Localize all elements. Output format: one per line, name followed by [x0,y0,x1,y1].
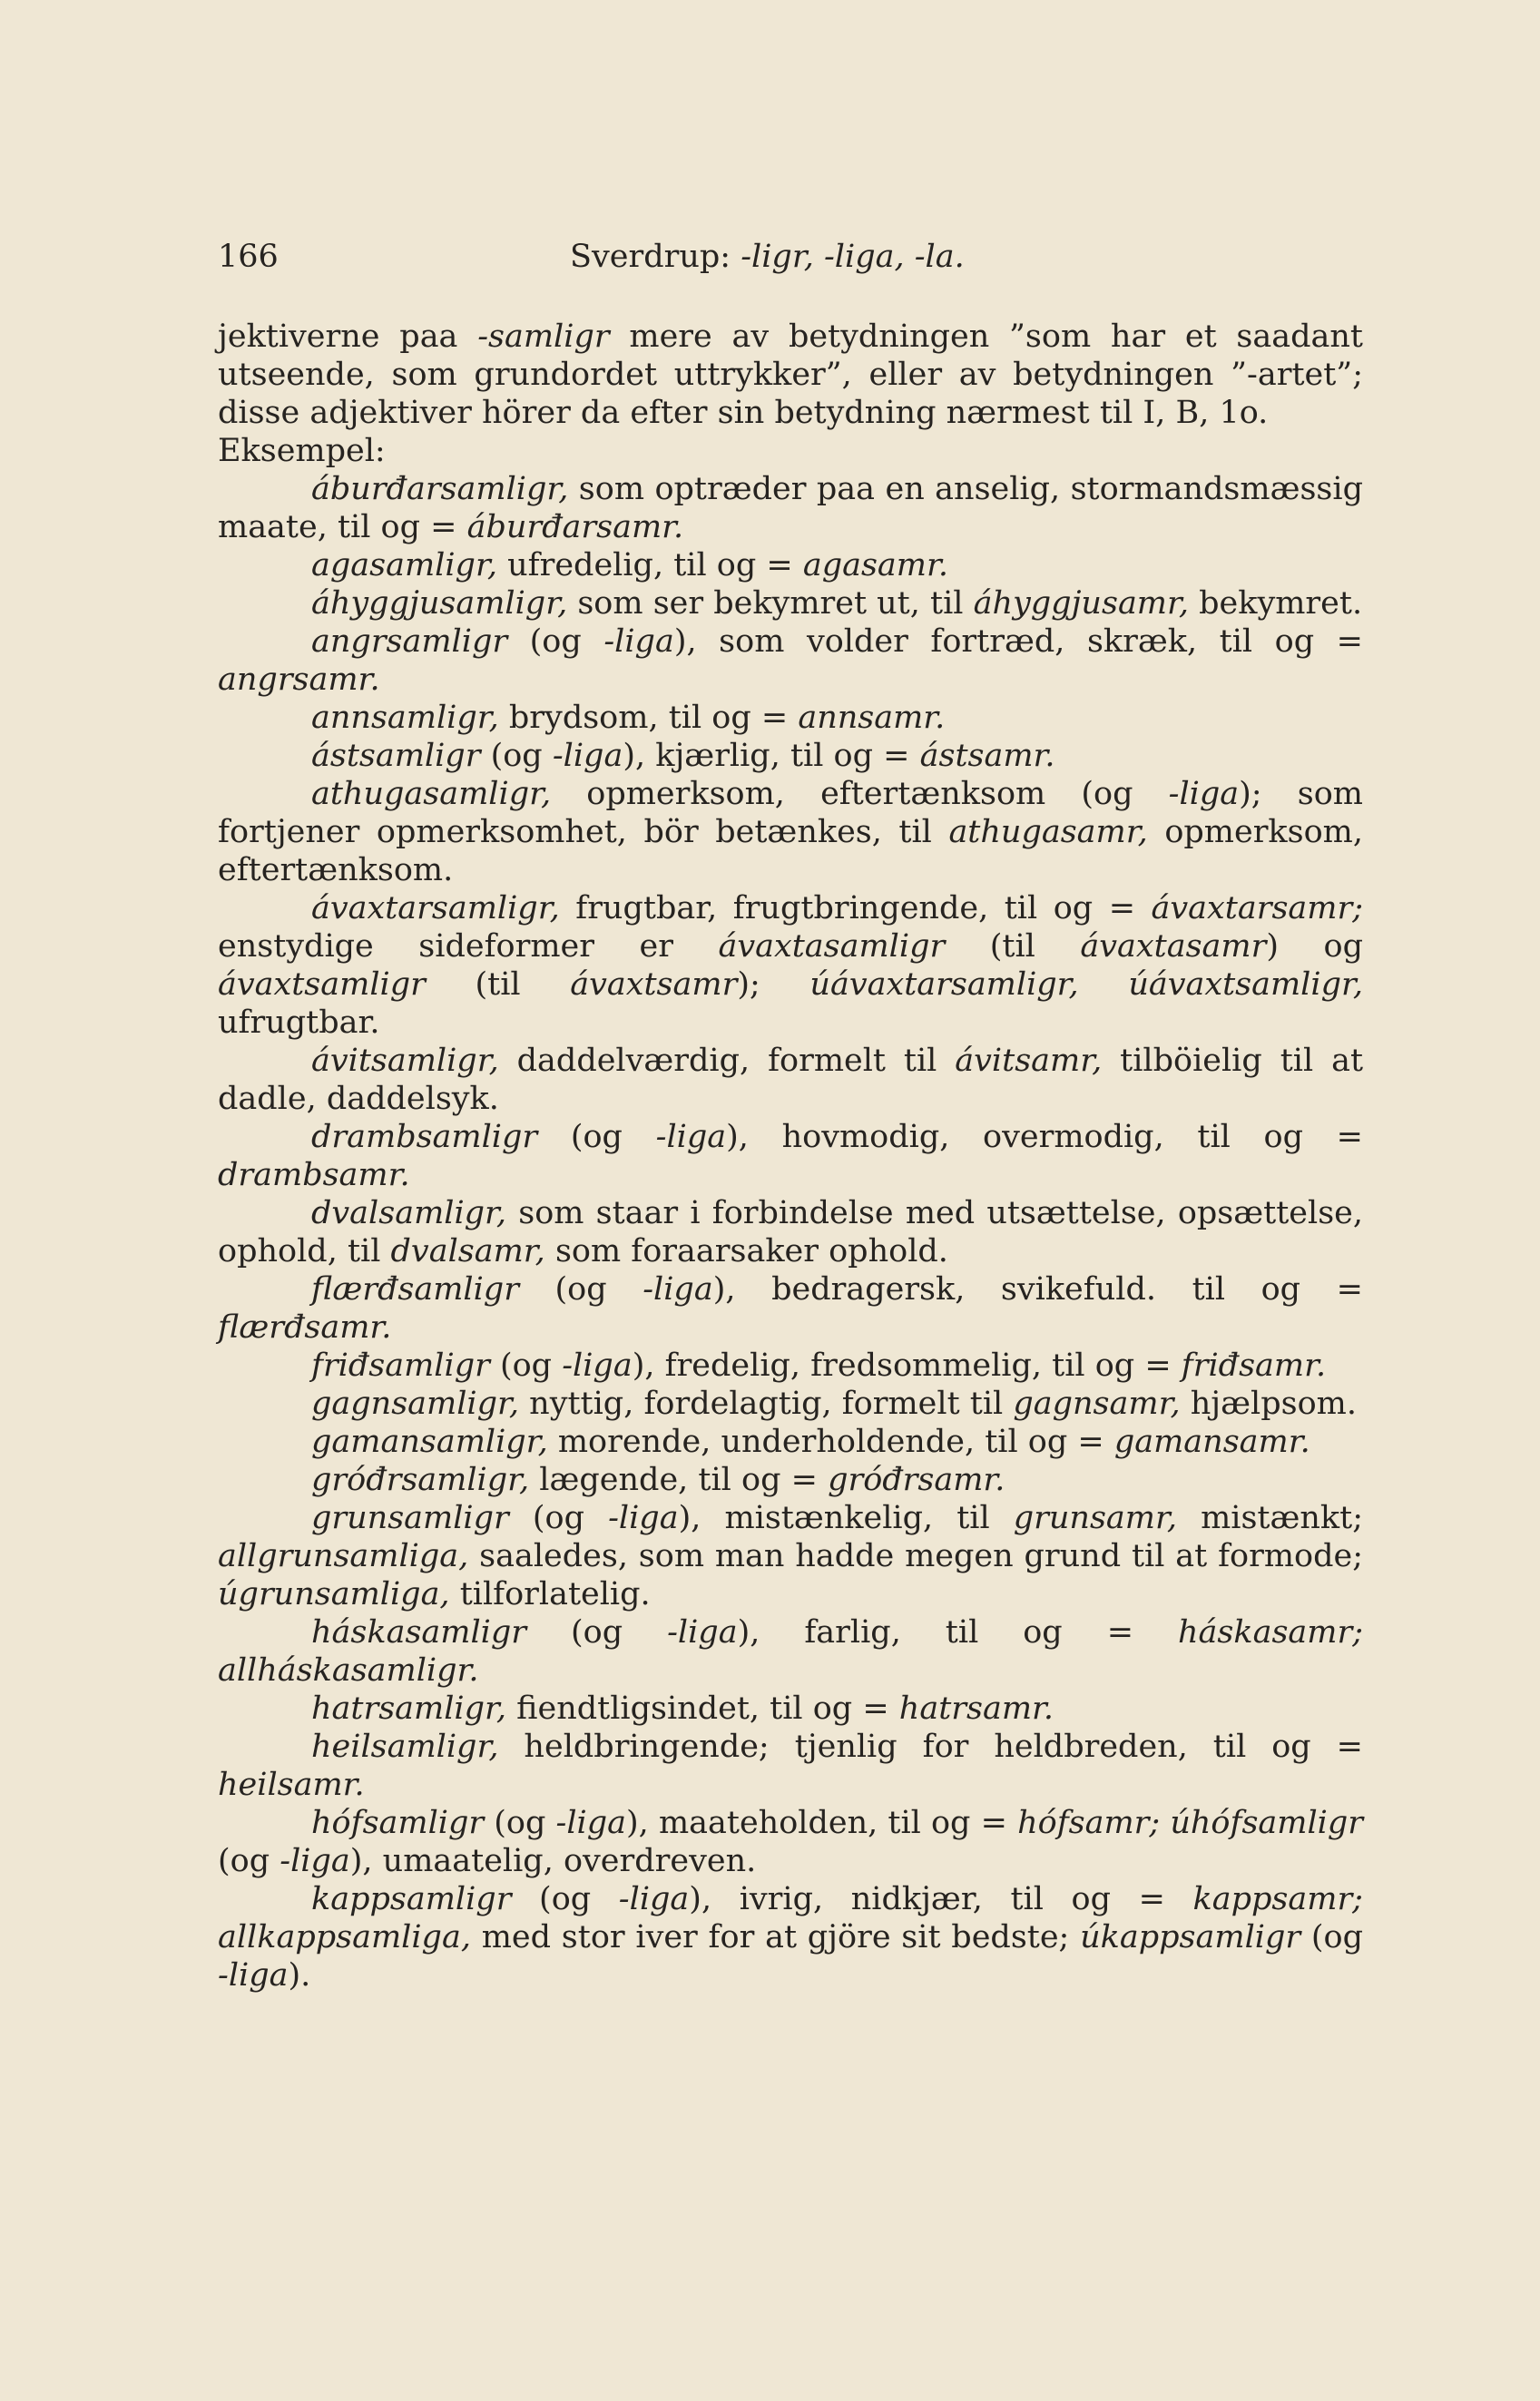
definition-text: som optræder paa en anselig, stormandsmæssig maate, til og = [218,471,1363,545]
definition-text: ) og [1266,928,1363,965]
dictionary-entry [218,1270,1363,1347]
headword-italic: ávaxtsamr [570,966,738,1003]
headword-italic: ástsamligr [311,738,481,774]
headword-italic: gagnsamr, [1013,1386,1181,1422]
definition-text: lægende, til og = [529,1462,829,1498]
definition-text: (og [518,1271,643,1308]
headword-italic: -liga [642,1271,713,1308]
headword-italic: allkappsamliga, [218,1919,471,1955]
definition-text: mistænkt; [1177,1500,1363,1536]
definition-text: ufrugtbar. [218,1004,380,1041]
definition-text: ), kjærlig, til og = [623,738,920,774]
dictionary-entry [218,737,1363,775]
dictionary-entry [218,1613,1363,1690]
definition-text: ), som volder fortræd, skræk, til og = [673,623,1363,660]
headword-italic: gróđrsamr. [828,1462,1005,1498]
headword-italic: allgrunsamliga, [218,1538,469,1574]
headword-italic: ávaxtarsamligr, [311,890,560,926]
headword-italic: grunsamligr [311,1500,509,1536]
headword-italic: -liga [218,1957,289,1994]
dictionary-entry [218,1499,1363,1613]
definition-text: med stor iver for at gjöre sit bedste; [470,1919,1081,1955]
definition-text: heldbringende; tjenlig for heldbreden, til og = [498,1729,1363,1765]
definition-text: (og [508,1500,609,1536]
dictionary-entry [218,1042,1363,1118]
dictionary-entry [218,584,1363,622]
headword-italic: -liga [603,623,674,660]
headword-italic: hófsamr; [1017,1805,1161,1841]
dictionary-entry [218,889,1363,1042]
page-number: 166 [218,239,279,275]
headword-italic: -liga [655,1119,727,1155]
definition-text: (og [507,623,604,660]
headword-italic: ávitsamligr, [311,1043,499,1079]
dictionary-entry [218,546,1363,584]
headword-italic: -liga [608,1500,679,1536]
dictionary-entry [218,470,1363,546]
headword-italic: -liga [618,1881,690,1917]
dictionary-entry [218,1690,1363,1728]
headword-italic: úkappsamligr [1080,1919,1301,1955]
headword-italic: úgrunsamliga, [218,1576,450,1612]
definition-text: ), umaatelig, overdreven. [349,1843,757,1879]
definition-text: hjælpsom. [1180,1386,1357,1422]
definition-text [1160,1805,1170,1841]
definition-text: saaledes, som man hadde megen grund til at formode; [468,1538,1363,1574]
headword-italic: friđsamr. [1181,1348,1327,1384]
definition-text: brydsom, til og = [498,700,799,736]
headword-italic: -liga [555,1805,627,1841]
definition-text: mere av betydningen ”som har et saadant utseende, som grundordet uttrykker”, eller av betydningen ”-artet”; disse adjektiver hörer da efter sin betydning nærmest til I, B, 1o. [218,318,1363,431]
definition-text: ), hovmodig, overmodig, til og = [726,1119,1363,1155]
definition-text: (og [489,1348,563,1384]
headword-italic: annsamligr, [311,700,499,736]
definition-text: ). [288,1957,311,1994]
headword-italic: -liga [1168,776,1240,812]
definition-text: (og [480,738,553,774]
definition-text: (og [1300,1919,1363,1955]
headword-italic: ávaxtasamligr [718,928,946,965]
dictionary-entry [218,1880,1363,1994]
example-label: Eksempel: [218,433,386,469]
definition-text: tilböielig til at dadle, daddelsyk. [218,1043,1364,1117]
headword-italic: hófsamligr [311,1805,485,1841]
headword-italic: -liga [552,738,623,774]
definition-text: (og [526,1614,668,1651]
definition-text: som ser bekymret ut, til [567,585,974,622]
headword-italic: agasamligr, [311,547,497,583]
headword-italic: flærđsamligr [311,1271,519,1308]
headword-italic: gamansamr. [1113,1424,1310,1460]
text-block [218,238,1363,1994]
headword-italic: flærđsamr. [218,1309,392,1346]
headword-italic: ávaxtasamr [1080,928,1267,965]
definition-text: (og [218,1843,280,1879]
headword-italic: drambsamligr [311,1119,538,1155]
headword-italic: gróđrsamligr, [311,1462,530,1498]
headword-italic: dvalsamr, [390,1233,545,1269]
headword-italic: angrsamr. [218,662,380,698]
headword-italic: áhyggjusamligr, [311,585,568,622]
headword-italic: allháskasamligr. [218,1652,479,1689]
definition-text: opmerksom, eftertænksom (og [551,776,1169,812]
definition-text: (til [945,928,1081,965]
headword-italic: athugasamligr, [311,776,552,812]
headword-italic: gamansamligr, [311,1424,548,1460]
headword-italic: ávaxtarsamr; [1151,890,1363,926]
running-header [218,238,1363,276]
dictionary-entry [218,622,1363,699]
headword-italic: -samligr [477,318,610,355]
definition-text: opmerksom, eftertænksom. [218,814,1363,888]
definition-text: ), mistænkelig, til [678,1500,1014,1536]
headword-italic: kappsamr; [1192,1881,1363,1917]
headword-italic: áburđarsamr. [466,509,684,545]
headword-italic: ástsamr. [919,738,1055,774]
definition-text: (og [484,1805,556,1841]
headword-italic: annsamr. [798,700,946,736]
entry-list [218,470,1363,1994]
definition-text: ), farlig, til og = [737,1614,1179,1651]
definition-text: som staar i forbindelse med utsættelse, opsættelse, ophold, til [218,1195,1363,1269]
definition-text: som foraarsaker ophold. [544,1233,948,1269]
headword-italic: ávaxtsamligr [218,966,426,1003]
headword-italic: hatrsamr. [898,1690,1054,1727]
definition-text: daddelværdig, formelt til [498,1043,956,1079]
headword-italic: heilsamligr, [311,1729,499,1765]
headword-italic: agasamr. [802,547,948,583]
headword-italic: úávaxtarsamligr, úávaxtsamligr, [809,966,1363,1003]
dictionary-entry [218,699,1363,737]
headword-italic: gagnsamligr, [311,1386,520,1422]
intro-paragraph [218,318,1363,432]
definition-text: jektiverne paa [218,318,478,355]
headword-italic: -liga [562,1348,633,1384]
headword-italic: úhófsamligr [1170,1805,1363,1841]
dictionary-entry [218,1728,1363,1804]
headword-italic: athugasamr, [948,814,1148,850]
headword-italic: heilsamr. [218,1767,365,1803]
headword-italic: friđsamligr [311,1348,490,1384]
definition-text: nyttig, fordelagtig, formelt til [519,1386,1014,1422]
dictionary-entry [218,1423,1363,1461]
definition-text: (og [511,1881,619,1917]
definition-text: tilforlatelig. [449,1576,651,1612]
headword-italic: drambsamr. [218,1157,410,1193]
headword-italic: hatrsamligr, [311,1690,507,1727]
definition-text: frugtbar, frugtbringende, til og = [559,890,1152,926]
definition-text: morende, underholdende, til og = [547,1424,1114,1460]
dictionary-entry [218,1347,1363,1385]
definition-text: ), fredelig, fredsommelig, til og = [632,1348,1182,1384]
definition-text: fiendtligsindet, til og = [506,1690,899,1727]
headword-italic: -liga [280,1843,350,1879]
headword-italic: -liga [667,1614,738,1651]
header-suffixes: -ligr, -liga, -la. [741,239,965,275]
headword-italic: kappsamligr [311,1881,512,1917]
headword-italic: áburđarsamligr, [311,471,569,507]
header-author: Sverdrup: [570,239,731,275]
running-title [570,238,965,276]
definition-text: ), maateholden, til og = [626,1805,1018,1841]
definition-text: ); som fortjener opmerksomhet, bör betænkes, til [218,776,1363,850]
headword-italic: ávitsamr, [955,1043,1103,1079]
dictionary-entry [218,1385,1363,1423]
headword-italic: dvalsamligr, [311,1195,507,1231]
dictionary-entry [218,775,1363,889]
headword-italic: áhyggjusamr, [973,585,1190,622]
dictionary-entry [218,1804,1363,1880]
headword-italic: háskasamligr [311,1614,526,1651]
definition-text: ), bedragersk, svikefuld. til og = [712,1271,1363,1308]
dictionary-entry [218,1118,1363,1194]
definition-text: bekymret. [1189,585,1363,622]
definition-text: (og [537,1119,656,1155]
headword-italic: grunsamr, [1013,1500,1177,1536]
headword-italic: háskasamr; [1178,1614,1363,1651]
definition-text: ), ivrig, nidkjær, til og = [689,1881,1193,1917]
definition-text: enstydige sideformer er [218,928,719,965]
headword-italic: angrsamligr [311,623,508,660]
definition-text: ufredelig, til og = [496,547,803,583]
dictionary-entry [218,1461,1363,1499]
dictionary-entry [218,1194,1363,1270]
definition-text: ); [737,966,810,1003]
definition-text: (til [425,966,571,1003]
